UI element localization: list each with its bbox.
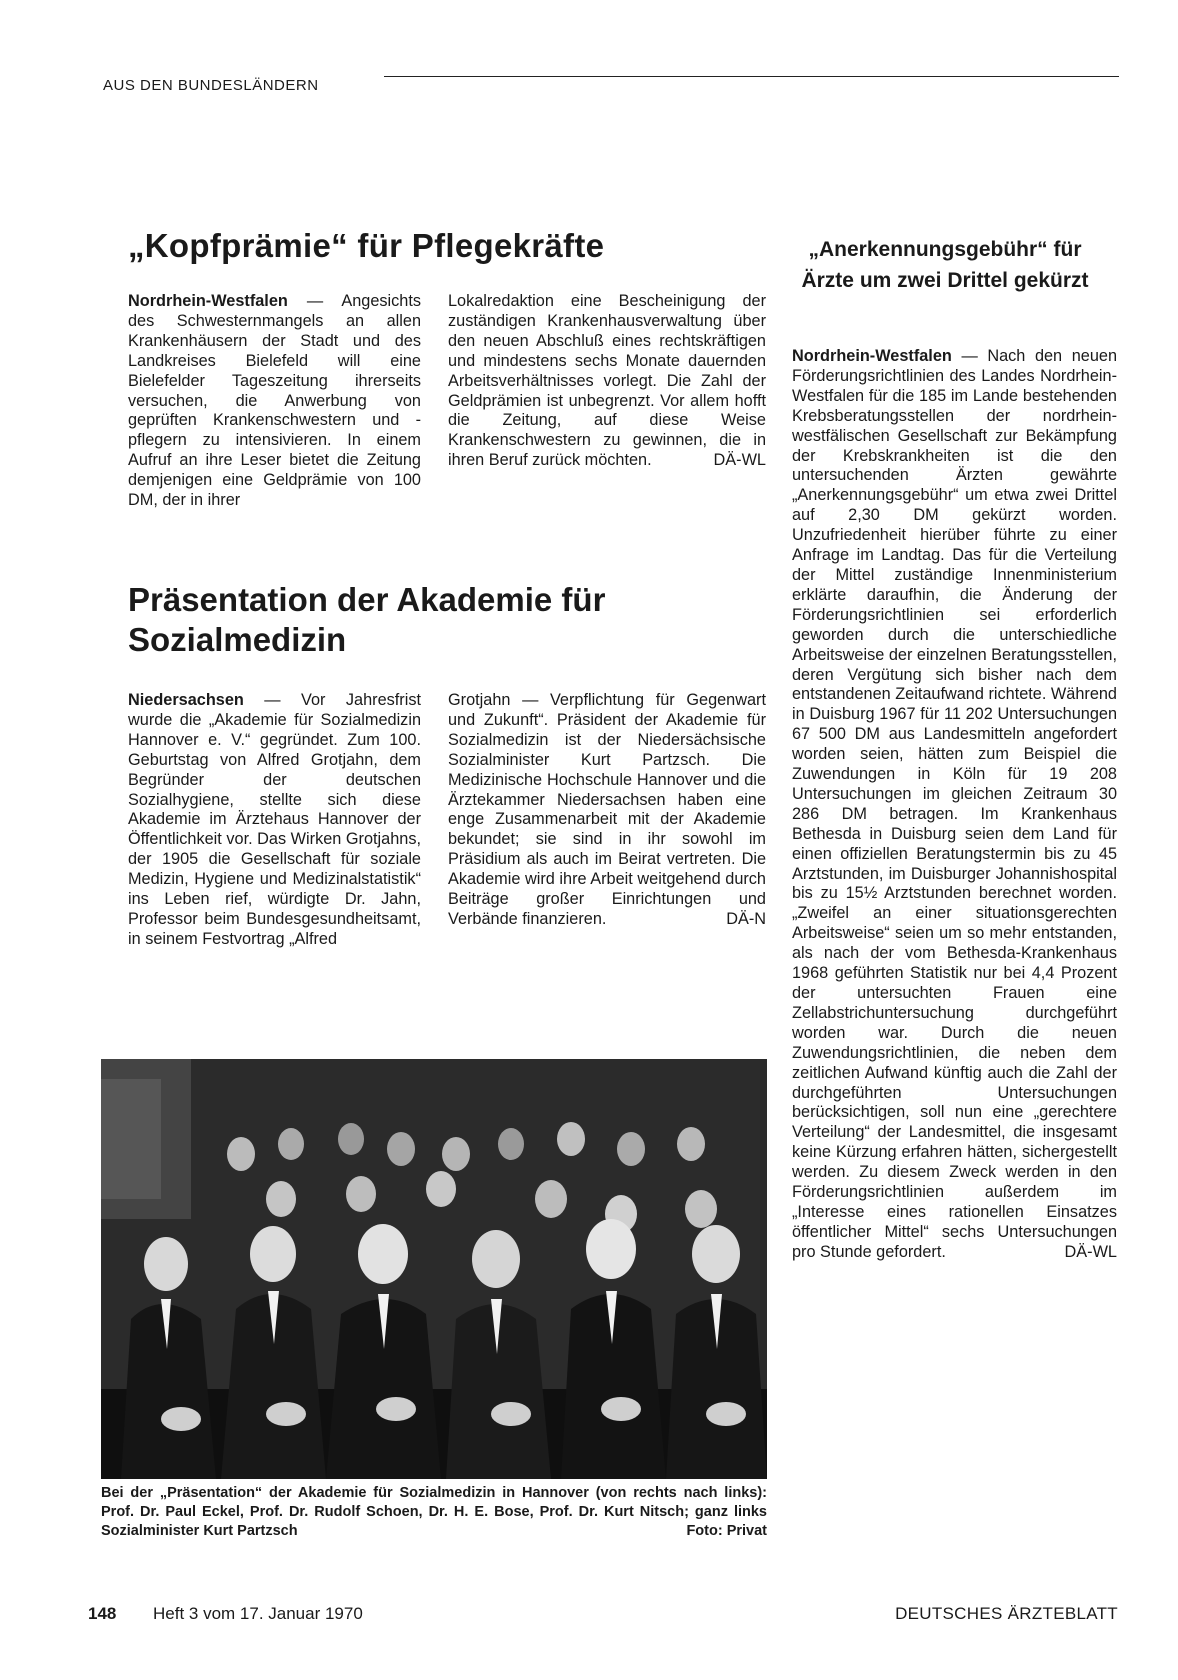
article1-text-2: Lokalredaktion eine Bescheinigung der zuständigen Krankenhausverwaltung über den neuen Abschluß eines rechtskräftigen und mindestens sechs Monate dauernden Arbeitsverhältnisses vorlegt. Die Zahl der Geldprämien ist unbegrenzt. Vor allem hofft die Zeitung, auf diese Weise Krankenschwestern zu gewinnen, die in ihren Beruf zurück möchten.	[448, 292, 766, 470]
issue-info: Heft 3 vom 17. Januar 1970	[153, 1604, 363, 1623]
caption-text: Bei der „Präsentation“ der Akademie für Sozialmedizin in Hannover (von rechts nach links): Prof. Dr. Paul Eckel, Prof. Dr. Rudolf Schoen, Dr. H. E. Bose, Prof. Dr. Kurt Nitsch; ganz links Sozialminister Kurt Partzsch	[101, 1485, 767, 1539]
publication-name: DEUTSCHES ÄRZTEBLATT	[895, 1604, 1118, 1623]
page-number: 148	[88, 1604, 117, 1623]
photo-audience-illustration	[101, 1059, 767, 1479]
article3-signature: DÄ-WL	[1064, 1242, 1117, 1261]
article2-column-1	[128, 691, 421, 950]
header-rule	[384, 76, 1119, 77]
article2-column-2	[448, 691, 766, 930]
photo-credit: Foto: Privat	[686, 1523, 767, 1539]
article3-region: Nordrhein-Westfalen	[792, 347, 952, 365]
article3-column	[792, 347, 1117, 1263]
article1-text-1: — Angesichts des Schwesternmangels an allen Krankenhäusern der Stadt und des Landkreises Bielefeld will eine Bielefelder Tageszeitung ihrerseits versuchen, die Anwerbung von geprüften Krankenschwestern und -pflegern zu intensivieren. In einem Aufruf an ihre Leser bietet die Zeitung demjenigen eine Geldprämie von 100 DM, der in ihrer	[128, 292, 421, 510]
article2-signature: DÄ-N	[726, 909, 766, 928]
article-title-praesentation: Präsentation der Akademie für Sozialmedizin	[128, 581, 606, 658]
article1-region: Nordrhein-Westfalen	[128, 292, 288, 310]
article1-signature: DÄ-WL	[713, 451, 766, 470]
article2-text-1: — Vor Jahresfrist wurde die „Akademie für Sozialmedizin Hannover e. V.“ gegründet. Zum 100. Geburtstag von Alfred Grotjahn, dem Begründer der deutschen Sozialhygiene, stellte sich diese Akademie im Ärztehaus Hannover der Öffentlichkeit vor. Das Wirken Grotjahns, der 1905 die Gesellschaft für soziale Medizin, Hygiene und Medizinalstatistik“ ins Leben rief, würdigte Dr. Jahn, Professor beim Bundesgesundheitsamt, in seinem Festvortrag „Alfred	[128, 691, 421, 948]
article1-column-1	[128, 292, 421, 511]
event-photo	[101, 1059, 767, 1479]
article2-region: Niedersachsen	[128, 691, 244, 709]
article3-text: — Nach den neuen Förderungsrichtlinien des Landes Nordrhein-Westfalen für die 185 im Lande bestehenden Krebsberatungsstellen der nordrhein-westfälischen Gesellschaft zur Bekämpfung der Krebskrankheiten ist die den untersuchenden Ärzten gewährte „Anerkennungsgebühr“ um etwa zwei Drittel auf 2,30 DM gekürzt worden. Unzufriedenheit hierüber führte zu einer Anfrage im Landtag. Das für die Verteilung der Mittel zuständige Innenministerium erklärte daraufhin, die Änderung der Förderungsrichtlinien sei erforderlich geworden durch die unterschiedliche Arbeitsweise der einzelnen Beratungsstellen, deren Vergütung sich bisher nach dem entstandenen Zeitaufwand richtete. Während in Duisburg 1967 für 11 202 Untersuchungen 67 500 DM aus Landesmitteln angefordert worden seien, hätten zum Beispiel die Zuwendungen in Köln für 19 208 Untersuchungen im gleichen Zeitraum 30 286 DM betragen. Im Krankenhaus Bethesda in Duisburg seien dem Land für einen offiziellen Beratungstermin bis zu 45 Arztstunden, im Duisburger Johannishospital bis zu 15½ Arztstunden berechnet worden. „Zweifel an einer situationsgerechten Arbeitsweise“ seien um so mehr entstanden, als nach der vom Bethesda-Krankenhaus 1968 geführten Statistik nur bei 4,4 Prozent der untersuchten Frauen eine Zellabstrichuntersuchung durchgeführt worden war. Durch die neuen Zuwendungsrichtlinien, die neben dem zeitlichen Aufwand künftig auch die Zahl der durchgeführten Untersuchungen berücksichtigen, soll nun eine „gerechtere Verteilung“ der Landesmittel, die insgesamt keine Kürzung erfahren hätten, sichergestellt werden. Zu diesem Zweck werden in den Förderungsrichtlinien außerdem im „Interesse eines rationellen Einsatzes öffentlicher Mittel“ sechs Untersuchungen pro Stunde gefordert.	[792, 347, 1117, 1261]
article-title-kopfpraemie: „Kopfprämie“ für Pflegekräfte	[128, 227, 605, 264]
article1-column-2	[448, 292, 766, 471]
photo-caption	[101, 1484, 767, 1541]
article-title-anerkennungsgebuehr: „Anerkennungsgebühr“ für Ärzte um zwei Drittel gekürzt	[801, 238, 1089, 292]
section-label: AUS DEN BUNDESLÄNDERN	[103, 77, 319, 94]
article2-text-2: Grotjahn — Verpflichtung für Gegenwart und Zukunft“. Präsident der Akademie für Sozialmedizin ist der Niedersächsische Sozialminister Kurt Partzsch. Die Medizinische Hochschule Hannover und die Ärztekammer Niedersachsen haben eine enge Zusammenarbeit mit der Akademie bekundet; sie sind in ihr sowohl im Präsidium als auch im Beirat vertreten. Die Akademie wird ihre Arbeit weitgehend durch Beiträge großer Einrichtungen und Verbände finanzieren.	[448, 691, 766, 928]
